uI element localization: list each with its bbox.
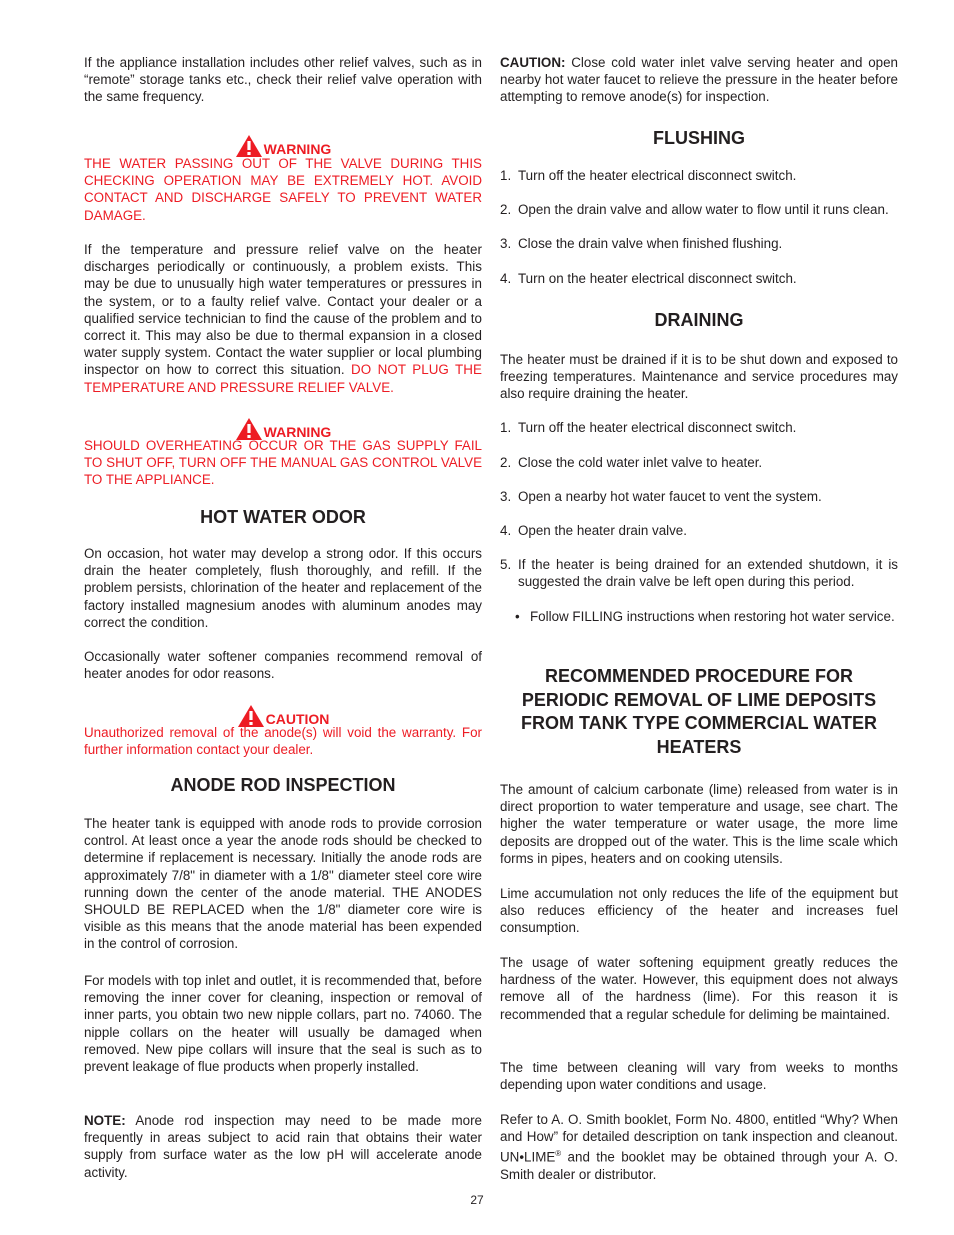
- lime-paragraph-5-text-b: and the booklet may be obtained through your A. O. Smith dealer or distributor.: [500, 1149, 898, 1183]
- flushing-step: [500, 167, 898, 184]
- caution-anode-label: CAUTION:: [500, 55, 566, 70]
- draining-step: [500, 522, 898, 539]
- step-text: Close the drain valve when finished flushing.: [518, 236, 783, 251]
- odor-paragraph-2: Occasionally water softener companies recommend removal of heater anodes for odor reasons.: [84, 649, 482, 682]
- step-text: Open the heater drain valve.: [518, 523, 687, 538]
- lime-paragraph-5: [500, 1111, 898, 1183]
- hot-water-odor-heading: HOT WATER ODOR: [200, 507, 366, 527]
- step-number: 3.: [500, 489, 512, 504]
- warning-text-1: THE WATER PASSING OUT OF THE VALVE DURING THIS CHECKING OPERATION MAY BE EXTREMELY HOT. AVOID CONTACT AND DISCHARGE SAFELY TO PREVENT WATER DAMAGE.: [84, 156, 482, 223]
- lime-paragraph-3: The usage of water softening equipment greatly reduces the hardness of the water. However, this equipment does not always remove all of the hardness (lime). For this reason it is recommended that a regular schedule for deliming be maintained.: [500, 955, 898, 1022]
- step-text: If the heater is being drained for an extended shutdown, it is suggested the drain valve be left open during this period.: [518, 557, 898, 590]
- tp-valve-paragraph: [84, 241, 482, 396]
- anode-rod-inspection-heading: ANODE ROD INSPECTION: [170, 775, 396, 795]
- draining-bullet: [500, 608, 898, 625]
- caution-label: CAUTION: [265, 711, 330, 727]
- bullet-marker: •: [515, 609, 520, 624]
- step-text: Turn on the heater electrical disconnect switch.: [518, 271, 797, 286]
- lime-paragraph-5-text-a: Refer to A. O. Smith booklet, Form No. 4800, entitled “Why? When and How” for detailed description on tank inspection and cleanout. UN•LIME: [500, 1112, 898, 1165]
- draining-step: [500, 556, 898, 590]
- step-text: Open a nearby hot water faucet to vent the system.: [518, 489, 822, 504]
- caution-anode-text: Close cold water inlet valve serving heater and open nearby hot water faucet to relieve the pressure in the heater before attempting to remove anode(s) for inspection.: [500, 55, 898, 105]
- flushing-step: [500, 201, 898, 218]
- note-paragraph: [84, 1112, 482, 1181]
- step-number: 4.: [500, 523, 512, 538]
- bullet-text: Follow FILLING instructions when restoring hot water service.: [530, 609, 895, 624]
- relief-valve-paragraph: If the appliance installation includes other relief valves, such as in “remote” storage tanks etc., check their relief valve operation with the same frequency.: [84, 55, 482, 105]
- step-number: 4.: [500, 271, 512, 286]
- page-number: 27: [470, 1193, 484, 1207]
- lime-paragraph-2: Lime accumulation not only reduces the life of the equipment but also reduces efficiency of the heater and increases fuel consumption.: [500, 886, 898, 936]
- warning-text-2: SHOULD OVERHEATING OCCUR OR THE GAS SUPPLY FAIL TO SHUT OFF, TURN OFF THE MANUAL GAS CONTROL VALVE TO THE APPLIANCE.: [84, 438, 482, 488]
- step-number: 2.: [500, 202, 512, 217]
- tp-valve-text: If the temperature and pressure relief valve on the heater discharges periodically or continuously, a problem exists. This may be due to unusually high water temperatures or pressures in the system, or to a faulty relief valve. Contact your dealer or a qualified service technician to find the cause of the problem and to correct it. This may also be due to thermal expansion in a closed water supply system. Contact the water supplier or local plumbing inspector on how to correct this situation.: [84, 242, 482, 378]
- draining-heading: DRAINING: [654, 310, 744, 330]
- lime-paragraph-1: The amount of calcium carbonate (lime) released from water is in direct proportion to water temperature and usage, see chart. The higher the water temperature or water usage, the more lime deposits are dropped out of the water. This is the lime scale which forms in pipes, heaters and on cooking utensils.: [500, 782, 898, 866]
- lime-paragraph-4: The time between cleaning will vary from weeks to months depending upon water conditions and usage.: [500, 1060, 898, 1093]
- warning-label-1: WARNING: [263, 141, 332, 157]
- flushing-heading: FLUSHING: [653, 128, 745, 148]
- draining-step: [500, 488, 898, 505]
- draining-step: [500, 419, 898, 436]
- anode-paragraph-2: For models with top inlet and outlet, it is recommended that, before removing the inner cover for cleaning, inspection or removal of inner parts, you obtain two new nipple collars, part no. 74060. The nipple collars on the heater will usually be damaged when removed. New pipe collars will insure that the seal is such as to prevent leakage of flue products when properly installed.: [84, 973, 482, 1075]
- draining-paragraph: The heater must be drained if it is to be shut down and exposed to freezing temperatures. Maintenance and service procedures may also require draining the heater.: [500, 352, 898, 402]
- note-text: Anode rod inspection may need to be made more frequently in areas subject to acid rain that obtains their water supply from surface water as the low pH will accelerate anode activity.: [84, 1113, 482, 1180]
- step-number: 1.: [500, 168, 512, 183]
- step-text: Close the cold water inlet valve to heater.: [518, 455, 763, 470]
- odor-paragraph-1: On occasion, hot water may develop a strong odor. If this occurs drain the heater completely, flush thoroughly, and refill. If the problem persists, chlorination of the heater and replacement of the factory installed magnesium anodes with aluminum anodes may correct the condition.: [84, 546, 482, 630]
- step-text: Open the drain valve and allow water to flow until it runs clean.: [518, 202, 889, 217]
- step-text: Turn off the heater electrical disconnect switch.: [518, 168, 797, 183]
- note-label: NOTE:: [84, 1113, 126, 1128]
- draining-step: [500, 454, 898, 471]
- flushing-step: [500, 235, 898, 252]
- step-number: 1.: [500, 420, 512, 435]
- flushing-step: [500, 270, 898, 287]
- lime-removal-heading: RECOMMENDED PROCEDURE FOR PERIODIC REMOVAL OF LIME DEPOSITS FROM TANK TYPE COMMERCIAL WATER HEATERS: [521, 666, 877, 757]
- step-number: 3.: [500, 236, 512, 251]
- step-number: 5.: [500, 557, 512, 572]
- caution-text: Unauthorized removal of the anode(s) will void the warranty. For further information contact your dealer.: [84, 725, 482, 758]
- tp-valve-red-text: DO NOT PLUG THE TEMPERATURE AND PRESSURE RELIEF VALVE.: [84, 362, 482, 395]
- registered-mark: ®: [555, 1149, 562, 1159]
- caution-anode-paragraph: [500, 54, 898, 106]
- step-text: Turn off the heater electrical disconnect switch.: [518, 420, 797, 435]
- warning-label-2: WARNING: [263, 424, 332, 440]
- anode-paragraph-1: The heater tank is equipped with anode rods to provide corrosion control. At least once a year the anode rods should be checked to determine if replacement is necessary. Initially the anode rods are approximately 7/8" in diameter with a 1/8" diameter steel core wire running down the center of the anode material. THE ANODES SHOULD BE REPLACED when the 1/8" diameter core wire is visible as this means that the anode material has been expended in the control of corrosion.: [84, 816, 482, 952]
- step-number: 2.: [500, 455, 512, 470]
